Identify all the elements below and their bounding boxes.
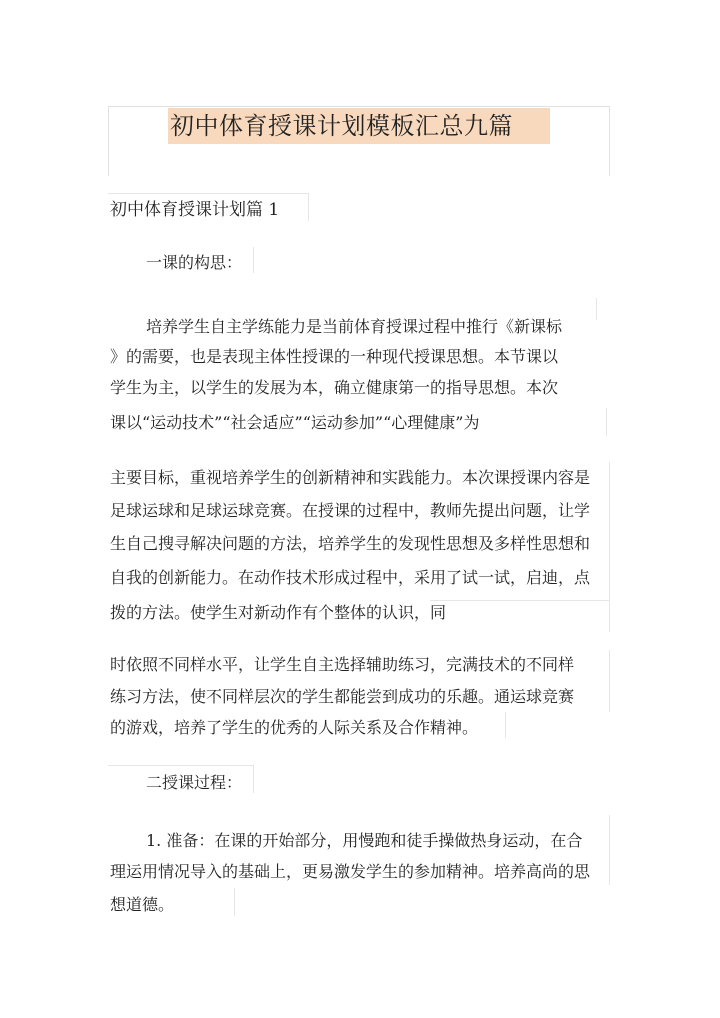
part2-heading: 二授课过程：: [146, 773, 243, 792]
divider: [108, 193, 308, 194]
para3-line: 时依照不同样水平，让学生自主选择辅助练习，完满技术的不同样: [110, 655, 575, 674]
part1-heading: 一课的构思：: [146, 253, 243, 272]
divider: [609, 462, 610, 632]
divider: [308, 193, 309, 221]
section-heading: 初中体育授课计划篇 1: [110, 200, 280, 220]
para1-line: 》的需要，也是表现主体性授课的一种现代授课思想。本节课以: [110, 347, 559, 366]
divider: [430, 600, 610, 601]
para1-line: 学生为主，以学生的发展为本，确立健康第一的指导思想。本次: [110, 378, 559, 397]
divider: [253, 765, 254, 793]
divider: [609, 650, 610, 712]
divider: [609, 815, 610, 885]
para1-line: 培养学生自主学练能力是当前体育授课过程中推行《新课标: [146, 317, 563, 336]
para1-line: 课以“运动技术”“社会适应”“运动参加”“心理健康”为: [110, 413, 480, 432]
para3-line: 的游戏，培养了学生的优秀的人际关系及合作精神。: [110, 718, 479, 737]
para2-line: 自我的创新能力。在动作技术形成过程中，采用了试一试，启迪，点: [110, 568, 591, 587]
divider: [596, 298, 597, 320]
para4-line: 想道德。: [110, 895, 175, 914]
para2-line: 主要目标，重视培养学生的创新精神和实践能力。本次课授课内容是: [110, 468, 591, 487]
para4-line: 理运用情况导入的基础上，更易激发学生的参加精神。培养高尚的思: [110, 862, 591, 881]
divider: [253, 247, 254, 273]
para2-line: 拨的方法。使学生对新动作有个整体的认识，同: [110, 603, 447, 622]
para3-line: 练习方法，使不同样层次的学生都能尝到成功的乐趣。通运球竞赛: [110, 687, 575, 706]
divider: [108, 765, 254, 766]
para4-line: 1. 准备：在课的开始部分，用慢跑和徒手操做热身运动，在合: [146, 831, 583, 850]
divider: [606, 408, 607, 436]
divider: [234, 888, 235, 916]
para2-line: 生自己搜寻解决问题的方法，培养学生的发现性思想及多样性思想和: [110, 534, 591, 553]
document-title: 初中体育授课计划模板汇总九篇: [168, 108, 550, 144]
para2-line: 足球运球和足球运球竞赛。在授课的过程中，教师先提出问题，让学: [110, 501, 591, 520]
divider: [505, 712, 506, 738]
